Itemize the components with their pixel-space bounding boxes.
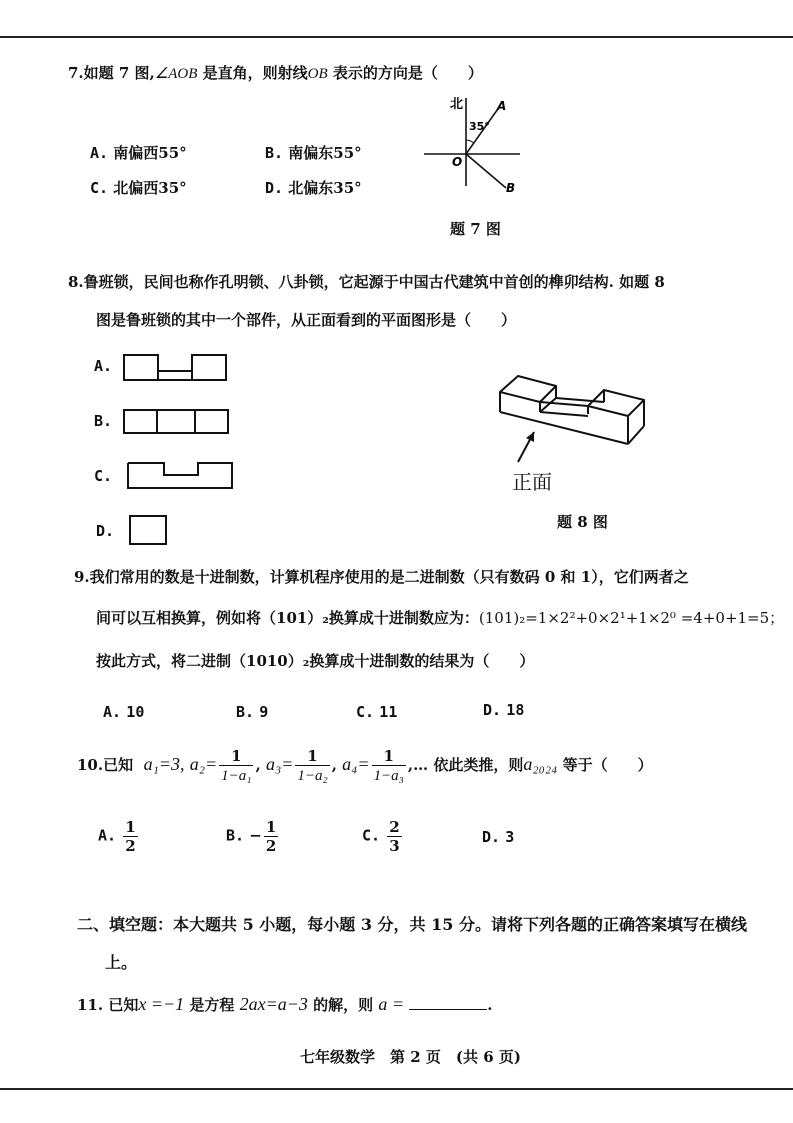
option-letter: D. — [265, 179, 284, 197]
question-11-text-1: 已知 — [108, 996, 139, 1014]
option-text: 9 — [259, 703, 269, 721]
question-10-number: 10. — [77, 756, 104, 774]
option-text: 北偏西35° — [113, 179, 187, 197]
question-9-number: 9. — [74, 568, 90, 586]
ray-ob — [466, 154, 506, 188]
term-a3: a₃= — [265, 754, 294, 774]
question-7-option-b[interactable] — [265, 142, 362, 163]
denominator: 1−a₂ — [297, 768, 328, 784]
question-8-line-1 — [68, 271, 665, 292]
question-10-option-b[interactable] — [226, 818, 280, 855]
question-7-text-mid: 是直角，则射线 — [197, 64, 308, 82]
angle-arc — [466, 140, 474, 143]
question-8-option-d[interactable] — [96, 522, 114, 540]
option-letter: D. — [96, 522, 115, 540]
question-8-option-a[interactable] — [94, 357, 112, 375]
label-a: A — [497, 99, 507, 113]
option-letter: B. — [226, 826, 245, 845]
question-7-text-prefix: 如题 7 图, — [83, 64, 155, 82]
option-letter: C. — [362, 826, 381, 845]
question-8-option-c[interactable] — [94, 467, 112, 485]
question-11-a-eq: a = — [378, 994, 405, 1014]
option-text: 18 — [506, 701, 525, 719]
question-11-stem — [77, 994, 492, 1015]
option-letter: A. — [103, 703, 122, 721]
question-7-option-c[interactable] — [90, 177, 187, 198]
option-letter: D. — [482, 828, 501, 846]
fraction-a2 — [219, 747, 253, 785]
section-2-heading-line-2: 上。 — [105, 953, 138, 972]
question-7-text-suffix: 表示的方向是（ ） — [327, 64, 483, 82]
figure-8-luban-lock — [494, 368, 654, 466]
fraction-a4 — [372, 747, 406, 785]
question-9-option-a[interactable] — [103, 703, 144, 721]
top-rule — [0, 36, 793, 38]
option-text: 北偏东35° — [288, 179, 362, 197]
question-11-x-eq: x =−1 — [138, 994, 185, 1014]
question-10-tail-text: 依此类推，则 — [428, 756, 524, 774]
question-7-option-d[interactable] — [265, 177, 362, 198]
section-2-heading-line-1: 二、填空题：本大题共 5 小题，每小题 3 分，共 15 分。请将下列各题的正确答案填写在横线 — [77, 915, 747, 934]
question-9-option-b[interactable] — [236, 703, 268, 721]
denominator: 1−a₃ — [373, 768, 404, 784]
option-d-shape — [128, 514, 170, 546]
question-11-number: 11. — [77, 996, 104, 1014]
option-text: 3 — [505, 828, 515, 846]
option-letter: B. — [94, 412, 113, 430]
question-9-option-c[interactable] — [356, 703, 397, 721]
question-8-line-2: 图是鲁班锁的其中一个部件，从正面看到的平面图形是（ ） — [96, 311, 517, 329]
option-fraction: $\frac{2}{3}$ — [389, 818, 400, 855]
figure-7-caption: 题 7 图 — [450, 220, 501, 238]
question-9-line-1 — [74, 566, 689, 587]
label-o: O — [452, 155, 463, 169]
option-fraction: $\frac{1}{2}$ — [125, 818, 136, 855]
question-7-stem — [68, 62, 483, 83]
question-10-tail-end: 等于（ ） — [557, 756, 653, 774]
separator: , — [331, 756, 337, 774]
question-11-text-2: 是方程 — [184, 996, 240, 1014]
denominator: 1−a₁ — [221, 768, 252, 784]
option-letter: A. — [94, 357, 113, 375]
option-text: 11 — [379, 703, 398, 721]
question-8-text-1: 鲁班锁，民间也称作孔明锁、八卦锁，它起源于中国古代建筑中首创的榫卯结构. 如题 8 — [83, 273, 665, 291]
numerator: 1 — [219, 747, 253, 766]
question-7-number: 7. — [68, 64, 84, 82]
question-9-option-d[interactable] — [483, 701, 524, 719]
figure-8-caption: 题 8 图 — [557, 513, 608, 531]
option-letter: C. — [356, 703, 375, 721]
separator: , — [255, 756, 261, 774]
option-letter: A. — [90, 144, 109, 162]
option-text: 南偏东55° — [288, 144, 362, 162]
option-letter: D. — [483, 701, 502, 719]
option-b-shape — [122, 408, 230, 436]
option-letter: C. — [90, 179, 109, 197]
option-letter: A. — [98, 826, 117, 845]
question-9-formula: (101)₂=1×2²+0×2¹+1×2⁰ =4+0+1=5； — [478, 609, 785, 627]
figure-8-front-label: 正面 — [512, 470, 552, 494]
question-10-stem — [77, 744, 653, 785]
numerator: 1 — [372, 747, 406, 766]
figure-7-direction-diagram — [420, 92, 530, 202]
option-letter: B. — [265, 144, 284, 162]
label-b: B — [506, 181, 516, 195]
term-a2024: a₂₀₂₄ — [523, 754, 558, 774]
question-9-line-2 — [96, 607, 784, 628]
option-letter: B. — [236, 703, 255, 721]
page-footer: 七年级数学 第 2 页 (共 6 页) — [300, 1048, 521, 1066]
question-8-number: 8. — [68, 273, 84, 291]
numerator: 1 — [295, 747, 329, 766]
question-10-option-a[interactable] — [98, 818, 140, 855]
option-text: 南偏西55° — [113, 144, 187, 162]
fraction-a3 — [295, 747, 329, 785]
option-sign: − — [249, 826, 262, 845]
question-7-angle: ∠AOB — [154, 66, 198, 82]
term-a2: a₂= — [189, 754, 218, 774]
option-letter: C. — [94, 467, 113, 485]
ellipsis: ,… — [407, 756, 429, 774]
angle-label: 35° — [469, 120, 490, 133]
question-10-known: 已知 — [103, 756, 134, 774]
north-label: 北 — [450, 97, 464, 112]
question-9-text-2: 间可以互相换算，例如将（101）₂换算成十进制数应为： — [96, 609, 479, 627]
question-7-ray: OB — [307, 66, 328, 82]
question-8-option-b[interactable] — [94, 412, 112, 430]
question-7-option-a[interactable] — [90, 142, 187, 163]
question-10-option-d[interactable] — [482, 828, 514, 846]
option-text: 10 — [126, 703, 145, 721]
option-a-shape — [122, 353, 228, 383]
option-fraction: $\frac{1}{2}$ — [265, 818, 277, 855]
answer-blank[interactable] — [409, 995, 487, 1010]
term-a1: a₁=3, — [143, 754, 185, 774]
question-9-text-1: 我们常用的数是十进制数，计算机程序使用的是二进制数（只有数码 0 和 1），它们两者之 — [89, 568, 689, 586]
question-10-option-c[interactable] — [362, 818, 404, 855]
question-11-equation: 2ax=a−3 — [239, 994, 308, 1014]
bottom-rule — [0, 1088, 793, 1090]
question-11-text-3: 的解，则 — [307, 996, 379, 1014]
term-a4: a₄= — [342, 754, 370, 774]
option-c-shape — [126, 461, 236, 491]
question-11-end: . — [487, 996, 493, 1014]
question-9-line-3: 按此方式，将二进制（1010）₂换算成十进制数的结果为（ ） — [96, 652, 535, 670]
